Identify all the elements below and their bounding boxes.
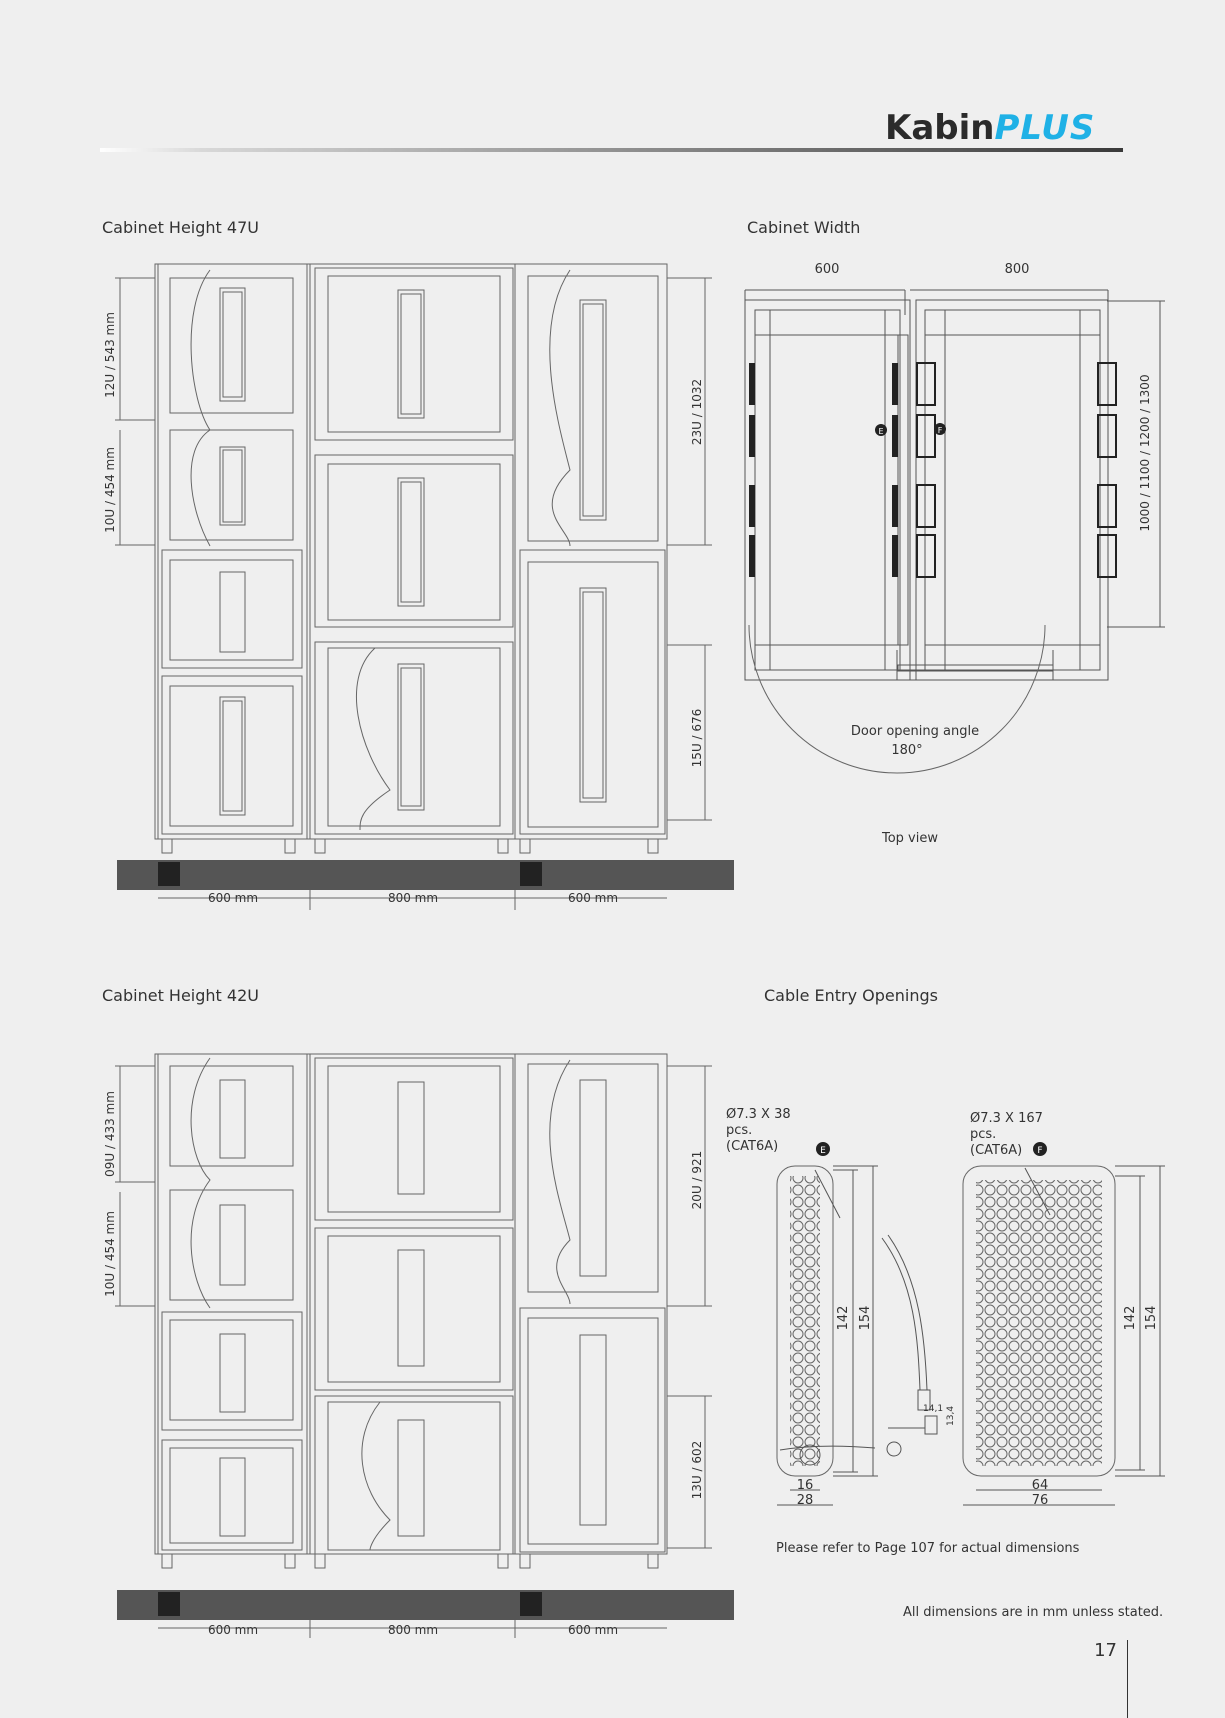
f-inner-height: 142 xyxy=(1123,1305,1138,1331)
brand-name-part2: PLUS xyxy=(994,108,1096,148)
cable-holes-e xyxy=(790,1176,820,1466)
width-42u-middle: 800 mm xyxy=(387,1623,439,1637)
cable-note: Please refer to Page 107 for actual dimensions xyxy=(776,1541,1080,1556)
width-47u-right: 600 mm xyxy=(567,891,619,905)
dim-42u-right-bottom: 13U / 602 xyxy=(690,1440,704,1500)
marker-f-topview: F xyxy=(937,426,943,435)
cabinet-width-topview xyxy=(735,255,1175,855)
door-opening-label: Door opening angle xyxy=(850,724,980,739)
f-spec-line1: Ø7.3 X 167 xyxy=(970,1111,1043,1126)
e-outer-width: 28 xyxy=(796,1493,814,1508)
plug-dim-width: 14,1 xyxy=(923,1404,944,1414)
brand-logo xyxy=(885,108,1095,148)
f-outer-width: 76 xyxy=(1031,1493,1049,1508)
marker-e-cable: E xyxy=(820,1146,826,1156)
marker-f-cable: F xyxy=(1037,1146,1043,1156)
base-plinth-47u xyxy=(117,860,734,890)
dim-47u-right-top: 23U / 1032 xyxy=(690,378,704,446)
depth-options-label: 1000 / 1100 / 1200 / 1300 xyxy=(1138,374,1152,532)
dimensions-note: All dimensions are in mm unless stated. xyxy=(903,1605,1164,1620)
title-height-47u: Cabinet Height 47U xyxy=(102,218,259,237)
dim-42u-right-top: 20U / 921 xyxy=(690,1150,704,1210)
width-42u-left: 600 mm xyxy=(207,1623,259,1637)
width-800-label: 800 xyxy=(1004,262,1030,277)
marker-e-topview: E xyxy=(878,427,884,436)
e-spec-line2: pcs. xyxy=(726,1123,753,1138)
dim-42u-left-top: 09U / 433 mm xyxy=(103,1091,117,1177)
f-inner-width: 64 xyxy=(1031,1478,1049,1493)
cable-entry-drawing xyxy=(720,1100,1170,1520)
title-cable-entry: Cable Entry Openings xyxy=(764,986,938,1005)
width-47u-left: 600 mm xyxy=(207,891,259,905)
top-view-label: Top view xyxy=(881,831,939,846)
page-number: 17 xyxy=(1094,1640,1117,1661)
plug-dim-height: 13,4 xyxy=(946,1405,956,1426)
brand-name-part1: Kabin xyxy=(885,108,995,148)
door-opening-angle: 180° xyxy=(891,743,923,758)
f-spec-line2: pcs. xyxy=(970,1127,997,1142)
dim-47u-left-top: 12U / 543 mm xyxy=(103,312,117,398)
e-outer-height: 154 xyxy=(858,1305,873,1331)
dim-42u-left-bottom: 10U / 454 mm xyxy=(103,1211,117,1297)
width-47u-middle: 800 mm xyxy=(387,891,439,905)
cabinet-47u-drawing xyxy=(100,250,750,910)
cable-holes-f xyxy=(976,1180,1102,1466)
dim-47u-left-bottom: 10U / 454 mm xyxy=(103,447,117,533)
dim-47u-right-bottom: 15U / 676 xyxy=(690,708,704,768)
f-outer-height: 154 xyxy=(1144,1305,1159,1331)
e-inner-height: 142 xyxy=(836,1305,851,1331)
f-spec-line3: (CAT6A) xyxy=(970,1143,1023,1158)
e-spec-line3: (CAT6A) xyxy=(726,1139,779,1154)
e-inner-width: 16 xyxy=(796,1478,814,1493)
page-number-rule xyxy=(1127,1640,1128,1718)
width-42u-right: 600 mm xyxy=(567,1623,619,1637)
header-rule xyxy=(100,148,1123,152)
title-cabinet-width: Cabinet Width xyxy=(747,218,861,237)
width-600-label: 600 xyxy=(814,262,840,277)
title-height-42u: Cabinet Height 42U xyxy=(102,986,259,1005)
e-spec-line1: Ø7.3 X 38 xyxy=(726,1107,791,1122)
base-plinth-42u xyxy=(117,1590,734,1620)
